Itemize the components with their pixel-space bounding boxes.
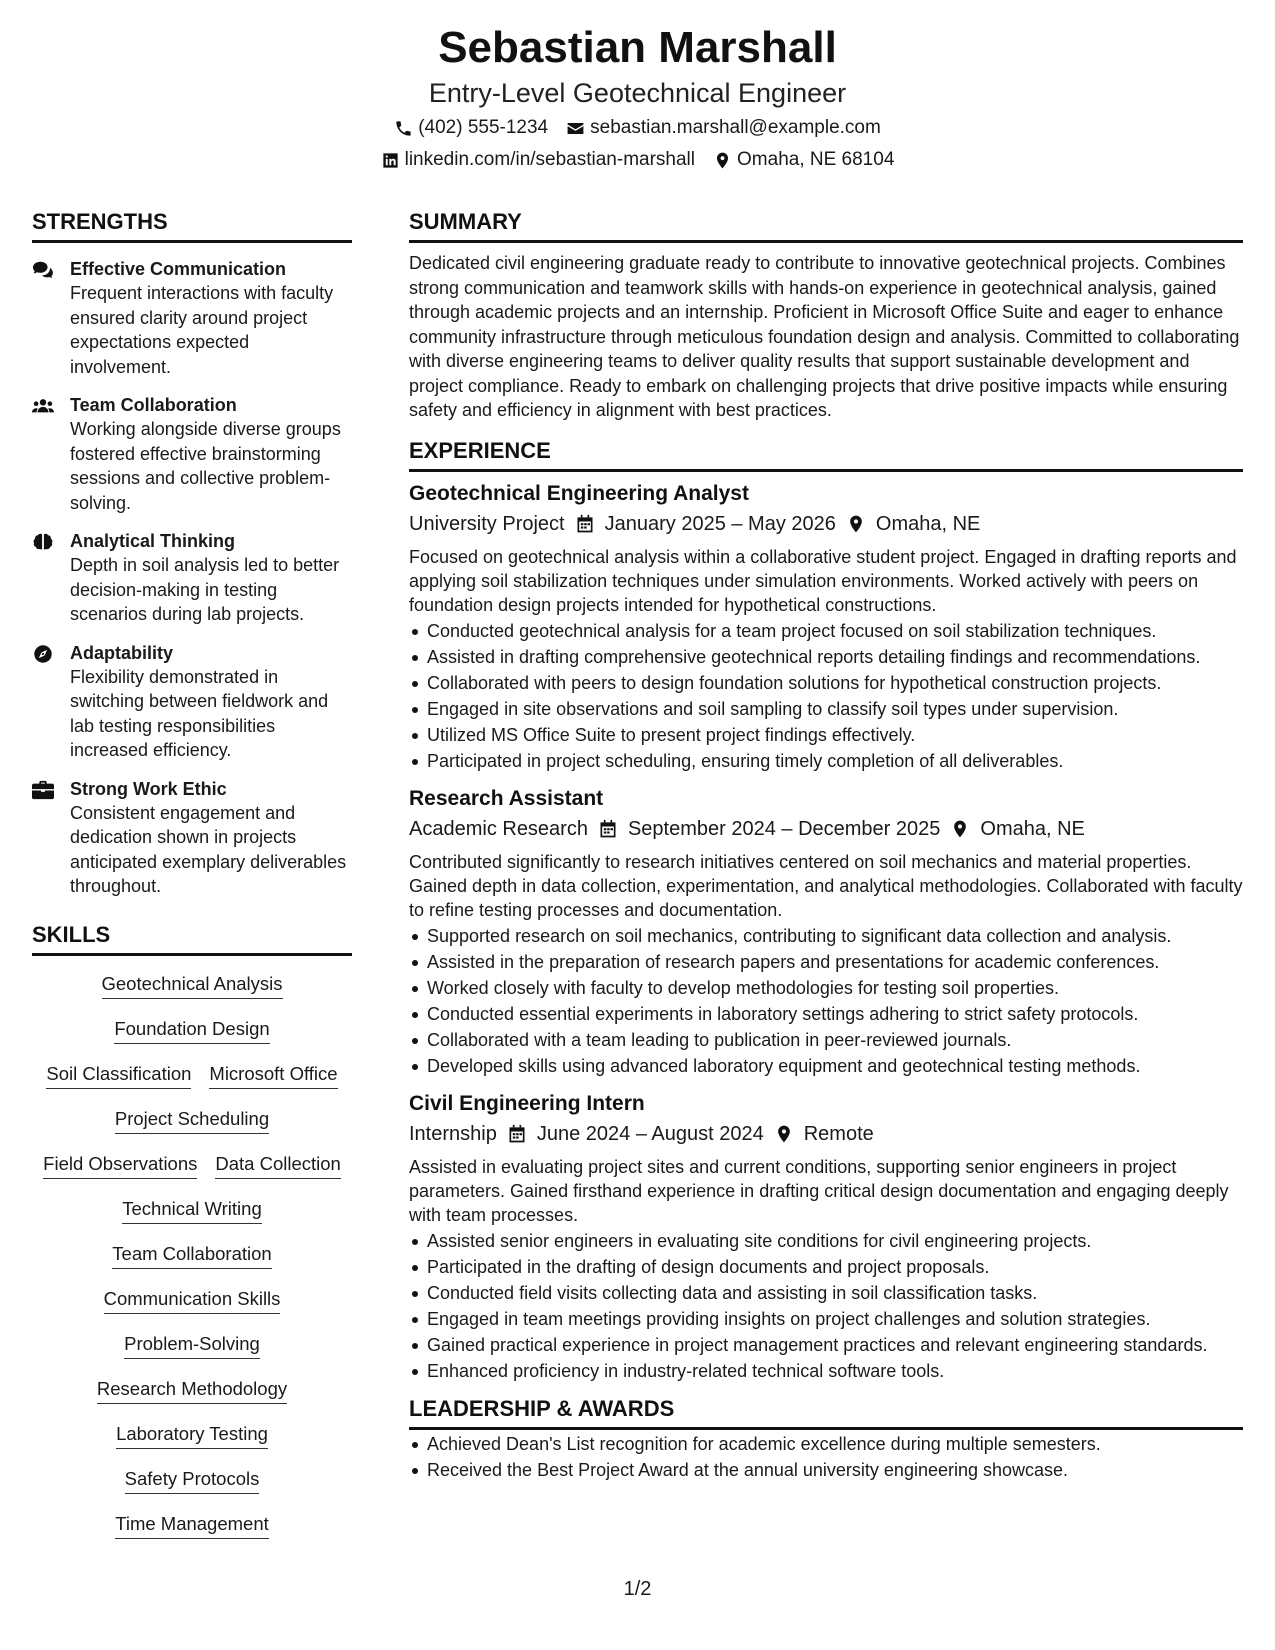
job-dates: June 2024 – August 2024 bbox=[536, 1122, 764, 1145]
map-pin-icon bbox=[950, 819, 970, 839]
skill-row bbox=[122, 1189, 262, 1234]
job-bullet: Assisted in drafting comprehensive geotechnical reports detailing findings and recommendations. bbox=[409, 645, 1243, 669]
calendar-icon bbox=[575, 514, 595, 534]
skill-tag: Technical Writing bbox=[122, 1197, 262, 1224]
job-bullet: Collaborated with peers to design foundation solutions for hypothetical construction projects. bbox=[409, 671, 1243, 695]
skill-row bbox=[114, 1009, 269, 1054]
compass-icon bbox=[32, 644, 54, 664]
job-entry bbox=[409, 1090, 1243, 1383]
map-pin-icon bbox=[774, 1124, 794, 1144]
job-organization: Internship bbox=[409, 1122, 497, 1145]
job-meta bbox=[409, 509, 1243, 539]
skill-tag: Team Collaboration bbox=[112, 1242, 271, 1269]
skill-row bbox=[124, 1324, 260, 1369]
skill-row bbox=[115, 1504, 269, 1549]
job-bullet: Participated in the drafting of design documents and project proposals. bbox=[409, 1255, 1243, 1279]
skill-tag: Data Collection bbox=[215, 1152, 340, 1179]
skill-row bbox=[43, 1144, 341, 1189]
phone-contact bbox=[394, 114, 548, 142]
leadership-heading: LEADERSHIP & AWARDS bbox=[409, 1395, 1243, 1430]
email-address[interactable]: sebastian.marshall@example.com bbox=[590, 117, 881, 138]
job-location-group bbox=[774, 1119, 874, 1149]
skill-row bbox=[97, 1369, 287, 1414]
strength-description: Depth in soil analysis led to better decision-making in testing scenarios during lab projects. bbox=[70, 555, 340, 624]
skills-heading: SKILLS bbox=[32, 921, 352, 956]
skill-row bbox=[112, 1234, 271, 1279]
job-bullet: Conducted field visits collecting data and assisting in soil classification tasks. bbox=[409, 1281, 1243, 1305]
strength-item bbox=[32, 393, 352, 515]
job-bullet: Participated in project scheduling, ensuring timely completion of all deliverables. bbox=[409, 749, 1243, 773]
strength-name: Adaptability bbox=[70, 642, 174, 663]
comments-icon bbox=[32, 260, 54, 280]
job-bullet: Utilized MS Office Suite to present project findings effectively. bbox=[409, 723, 1243, 747]
job-bullet: Supported research on soil mechanics, contributing to significant data collection and analysis. bbox=[409, 924, 1243, 948]
map-pin-icon bbox=[846, 514, 866, 534]
strength-name: Effective Communication bbox=[70, 259, 287, 279]
calendar-icon bbox=[507, 1124, 527, 1144]
job-title: Civil Engineering Intern bbox=[409, 1091, 645, 1115]
job-entry bbox=[409, 480, 1243, 773]
job-dates-group bbox=[598, 814, 940, 844]
strength-item bbox=[32, 641, 352, 763]
skill-tag: Geotechnical Analysis bbox=[102, 972, 283, 999]
job-bullet: Assisted senior engineers in evaluating site conditions for civil engineering projects. bbox=[409, 1229, 1243, 1253]
job-organization: Academic Research bbox=[409, 817, 588, 840]
strength-name: Team Collaboration bbox=[70, 395, 237, 415]
candidate-title: Entry-Level Geotechnical Engineer bbox=[428, 78, 847, 108]
strength-description: Consistent engagement and dedication shown in projects anticipated exemplary deliverables throughout. bbox=[70, 802, 347, 896]
strength-description: Frequent interactions with faculty ensured clarity around project expectations expected involvement. bbox=[70, 283, 334, 377]
job-title: Geotechnical Engineering Analyst bbox=[409, 481, 749, 505]
skill-tag: Microsoft Office bbox=[209, 1062, 337, 1089]
candidate-name: Sebastian Marshall bbox=[438, 23, 837, 72]
skill-tag: Safety Protocols bbox=[125, 1467, 260, 1494]
linkedin-url[interactable]: linkedin.com/in/sebastian-marshall bbox=[404, 149, 696, 170]
strength-name: Strong Work Ethic bbox=[70, 778, 227, 799]
right-column bbox=[409, 208, 1243, 1482]
job-description: Contributed significantly to research initiatives centered on soil mechanics and material properties. Gained depth in data collection, experimentation, and analytical methodologies. Collaborated with faculty to refine testing processes and documentation. bbox=[409, 851, 1243, 920]
job-meta bbox=[409, 814, 1243, 844]
strength-description: Flexibility demonstrated in switching between fieldwork and lab testing responsibilities increased efficiency. bbox=[70, 666, 329, 760]
job-bullet: Developed skills using advanced laboratory equipment and geotechnical testing methods. bbox=[409, 1054, 1243, 1078]
page-number: 1/2 bbox=[623, 1578, 652, 1600]
job-bullet: Enhanced proficiency in industry-related technical software tools. bbox=[409, 1359, 1243, 1383]
brain-icon bbox=[32, 532, 54, 552]
job-description: Focused on geotechnical analysis within a collaborative student project. Engaged in drafting reports and applying soil stabilization techniques under simulation environments. Worked actively with peers on foundation design projects intended for hypothetical constructions. bbox=[409, 546, 1237, 615]
job-bullets bbox=[409, 924, 1243, 1078]
job-dates-group bbox=[507, 1119, 764, 1149]
skill-tag: Time Management bbox=[115, 1512, 269, 1539]
job-location: Omaha, NE bbox=[875, 512, 981, 535]
job-entry bbox=[409, 785, 1243, 1078]
strength-description: Working alongside diverse groups fostered effective brainstorming sessions and collective problem-solving. bbox=[70, 419, 341, 513]
skill-tag: Laboratory Testing bbox=[116, 1422, 268, 1449]
left-column bbox=[32, 208, 352, 1549]
briefcase-icon bbox=[32, 780, 54, 800]
skills-list bbox=[32, 964, 352, 1549]
job-meta bbox=[409, 1119, 1243, 1149]
job-bullet: Conducted geotechnical analysis for a team project focused on soil stabilization techniques. bbox=[409, 619, 1243, 643]
job-location-group bbox=[950, 814, 1084, 844]
location-text: Omaha, NE 68104 bbox=[737, 149, 895, 170]
skill-tag: Soil Classification bbox=[46, 1062, 191, 1089]
strength-item bbox=[32, 257, 352, 379]
email-contact[interactable] bbox=[566, 114, 881, 142]
job-description: Assisted in evaluating project sites and current conditions, supporting senior engineers in project parameters. Gained firsthand experience in drafting critical design documentation and engaging deeply with team processes. bbox=[409, 1156, 1229, 1225]
job-bullet: Engaged in team meetings providing insights on project challenges and solution strategies. bbox=[409, 1307, 1243, 1331]
job-location: Remote bbox=[803, 1122, 874, 1145]
job-bullet: Assisted in the preparation of research papers and presentations for academic conferences. bbox=[409, 950, 1243, 974]
skill-tag: Communication Skills bbox=[104, 1287, 281, 1314]
job-bullets bbox=[409, 1229, 1243, 1383]
strengths-heading: STRENGTHS bbox=[32, 208, 352, 243]
job-bullet: Collaborated with a team leading to publication in peer-reviewed journals. bbox=[409, 1028, 1243, 1052]
skill-row bbox=[46, 1054, 337, 1099]
job-title: Research Assistant bbox=[409, 786, 604, 810]
job-bullet: Worked closely with faculty to develop methodologies for testing soil properties. bbox=[409, 976, 1243, 1000]
skill-row bbox=[125, 1459, 260, 1504]
job-bullet: Conducted essential experiments in laboratory settings adhering to strict safety protocols. bbox=[409, 1002, 1243, 1026]
envelope-icon bbox=[566, 119, 585, 138]
job-bullets bbox=[409, 619, 1243, 773]
skill-tag: Problem-Solving bbox=[124, 1332, 260, 1359]
location-contact bbox=[713, 146, 894, 174]
job-location-group bbox=[846, 509, 980, 539]
users-icon bbox=[32, 396, 54, 416]
job-organization: University Project bbox=[409, 512, 565, 535]
job-dates-group bbox=[575, 509, 836, 539]
skill-tag: Field Observations bbox=[43, 1152, 197, 1179]
leadership-item: Received the Best Project Award at the annual university engineering showcase. bbox=[409, 1458, 1243, 1482]
leadership-item: Achieved Dean's List recognition for academic excellence during multiple semesters. bbox=[409, 1432, 1243, 1456]
job-dates: September 2024 – December 2025 bbox=[627, 817, 941, 840]
strength-item bbox=[32, 777, 352, 899]
linkedin-icon bbox=[381, 151, 400, 170]
contact-line-2 bbox=[0, 146, 1275, 174]
phone-icon bbox=[394, 119, 413, 138]
job-dates: January 2025 – May 2026 bbox=[604, 512, 836, 535]
map-pin-icon bbox=[713, 151, 732, 170]
leadership-list bbox=[409, 1432, 1243, 1482]
calendar-icon bbox=[598, 819, 618, 839]
strength-name: Analytical Thinking bbox=[70, 531, 236, 551]
summary-text: Dedicated civil engineering graduate ready to contribute to innovative geotechnical projects. Combines strong communication and teamwork skills with hands-on experience in geotechnical analysis, gained through academic projects and an internship. Proficient in Microsoft Office Suite and eager to enhance community infrastructure through meticulous foundation design and analysis. Committed to collaborating with diverse engineering teams to deliver quality results that support sustainable development and project compliance. Ready to embark on challenging projects that drive positive impacts while ensuring safety and efficiency in alignment with best practices. bbox=[409, 253, 1240, 420]
skill-tag: Project Scheduling bbox=[115, 1107, 269, 1134]
skill-row bbox=[104, 1279, 281, 1324]
skill-row bbox=[102, 964, 283, 1009]
summary-heading: SUMMARY bbox=[409, 208, 1243, 243]
skill-row bbox=[116, 1414, 268, 1459]
strength-item bbox=[32, 529, 352, 627]
experience-heading: EXPERIENCE bbox=[409, 437, 1243, 472]
contact-line-1 bbox=[0, 114, 1275, 142]
skill-tag: Foundation Design bbox=[114, 1017, 269, 1044]
job-bullet: Engaged in site observations and soil sampling to classify soil types under supervision. bbox=[409, 697, 1243, 721]
linkedin-contact[interactable] bbox=[381, 146, 695, 174]
resume-header bbox=[0, 22, 1275, 174]
job-bullet: Gained practical experience in project management practices and relevant engineering standards. bbox=[409, 1333, 1243, 1357]
job-location: Omaha, NE bbox=[980, 817, 1085, 840]
phone-number: (402) 555-1234 bbox=[418, 117, 549, 138]
skill-tag: Research Methodology bbox=[97, 1377, 287, 1404]
skill-row bbox=[115, 1099, 269, 1144]
